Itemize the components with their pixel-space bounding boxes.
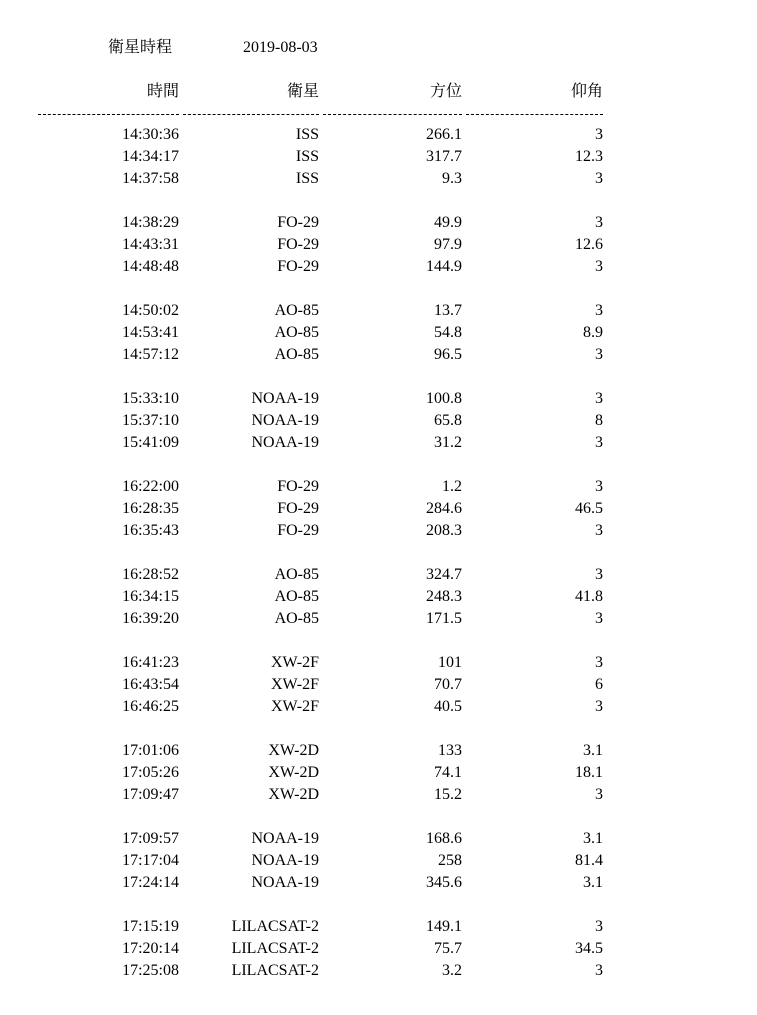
pass-group xyxy=(0,916,757,982)
cell-time: 14:37:58 xyxy=(122,170,179,187)
cell-azimuth: 133 xyxy=(438,742,462,759)
column-headers xyxy=(0,82,757,104)
cell-satellite: FO-29 xyxy=(277,478,319,495)
table-row xyxy=(0,256,757,278)
table-row xyxy=(0,696,757,718)
cell-satellite: LILACSAT-2 xyxy=(231,962,319,979)
cell-azimuth: 75.7 xyxy=(434,940,462,957)
table-row xyxy=(0,234,757,256)
cell-elevation: 12.3 xyxy=(575,148,603,165)
cell-time: 17:09:47 xyxy=(122,786,179,803)
pass-group xyxy=(0,124,757,190)
cell-time: 15:37:10 xyxy=(122,412,179,429)
cell-satellite: AO-85 xyxy=(274,588,319,605)
cell-satellite: LILACSAT-2 xyxy=(231,940,319,957)
cell-elevation: 3 xyxy=(595,566,603,583)
cell-azimuth: 149.1 xyxy=(426,918,462,935)
cell-time: 16:28:35 xyxy=(122,500,179,517)
cell-time: 17:05:26 xyxy=(122,764,179,781)
cell-satellite: XW-2D xyxy=(268,764,319,781)
cell-elevation: 3 xyxy=(595,962,603,979)
cell-azimuth: 9.3 xyxy=(442,170,462,187)
table-row xyxy=(0,564,757,586)
table-row xyxy=(0,212,757,234)
cell-elevation: 3 xyxy=(595,654,603,671)
table-row xyxy=(0,652,757,674)
cell-time: 16:41:23 xyxy=(122,654,179,671)
cell-time: 14:48:48 xyxy=(122,258,179,275)
table-row xyxy=(0,872,757,894)
pass-group xyxy=(0,212,757,278)
cell-time: 17:20:14 xyxy=(122,940,179,957)
cell-satellite: LILACSAT-2 xyxy=(231,918,319,935)
cell-azimuth: 284.6 xyxy=(426,500,462,517)
cell-elevation: 3 xyxy=(595,170,603,187)
table-row xyxy=(0,520,757,542)
cell-elevation: 12.6 xyxy=(575,236,603,253)
cell-azimuth: 54.8 xyxy=(434,324,462,341)
cell-azimuth: 168.6 xyxy=(426,830,462,847)
cell-time: 16:22:00 xyxy=(122,478,179,495)
cell-elevation: 3.1 xyxy=(583,874,603,891)
cell-azimuth: 15.2 xyxy=(434,786,462,803)
separator-elevation xyxy=(466,114,603,115)
table-row xyxy=(0,124,757,146)
cell-elevation: 41.8 xyxy=(575,588,603,605)
separator-time xyxy=(38,114,179,115)
cell-time: 14:34:17 xyxy=(122,148,179,165)
cell-time: 17:01:06 xyxy=(122,742,179,759)
table-row xyxy=(0,784,757,806)
cell-azimuth: 1.2 xyxy=(442,478,462,495)
cell-elevation: 3 xyxy=(595,390,603,407)
table-row xyxy=(0,300,757,322)
table-row xyxy=(0,762,757,784)
table-row xyxy=(0,916,757,938)
table-row xyxy=(0,828,757,850)
table-row xyxy=(0,388,757,410)
cell-elevation: 81.4 xyxy=(575,852,603,869)
cell-time: 16:28:52 xyxy=(122,566,179,583)
cell-satellite: XW-2F xyxy=(271,676,319,693)
cell-satellite: ISS xyxy=(295,126,319,143)
column-header-azimuth: 方位 xyxy=(429,83,462,100)
pass-group xyxy=(0,740,757,806)
cell-azimuth: 49.9 xyxy=(434,214,462,231)
cell-time: 14:50:02 xyxy=(122,302,179,319)
cell-elevation: 3 xyxy=(595,126,603,143)
cell-azimuth: 70.7 xyxy=(434,676,462,693)
cell-time: 16:43:54 xyxy=(122,676,179,693)
table-row xyxy=(0,960,757,982)
cell-elevation: 3 xyxy=(595,522,603,539)
table-row xyxy=(0,938,757,960)
cell-elevation: 3 xyxy=(595,346,603,363)
cell-satellite: AO-85 xyxy=(274,346,319,363)
column-header-elevation: 仰角 xyxy=(570,83,603,100)
cell-time: 16:39:20 xyxy=(122,610,179,627)
pass-table xyxy=(0,124,757,1004)
cell-elevation: 8 xyxy=(595,412,603,429)
cell-satellite: AO-85 xyxy=(274,610,319,627)
cell-elevation: 3 xyxy=(595,258,603,275)
cell-azimuth: 208.3 xyxy=(426,522,462,539)
table-row xyxy=(0,146,757,168)
cell-time: 17:09:57 xyxy=(122,830,179,847)
document-title: 衛星時程 xyxy=(108,39,173,56)
cell-time: 17:24:14 xyxy=(122,874,179,891)
table-row xyxy=(0,850,757,872)
cell-satellite: ISS xyxy=(295,170,319,187)
cell-elevation: 3 xyxy=(595,434,603,451)
cell-elevation: 8.9 xyxy=(583,324,603,341)
cell-azimuth: 31.2 xyxy=(434,434,462,451)
cell-elevation: 6 xyxy=(595,676,603,693)
cell-time: 14:53:41 xyxy=(122,324,179,341)
cell-time: 16:34:15 xyxy=(122,588,179,605)
cell-elevation: 3 xyxy=(595,214,603,231)
cell-azimuth: 171.5 xyxy=(426,610,462,627)
table-row xyxy=(0,608,757,630)
cell-satellite: FO-29 xyxy=(277,522,319,539)
cell-satellite: ISS xyxy=(295,148,319,165)
cell-azimuth: 266.1 xyxy=(426,126,462,143)
pass-group xyxy=(0,564,757,630)
separator-azimuth xyxy=(323,114,462,115)
cell-satellite: FO-29 xyxy=(277,214,319,231)
cell-elevation: 46.5 xyxy=(575,500,603,517)
table-row xyxy=(0,410,757,432)
schedule-date: 2019-08-03 xyxy=(243,39,318,56)
cell-time: 15:33:10 xyxy=(122,390,179,407)
cell-time: 14:43:31 xyxy=(122,236,179,253)
cell-azimuth: 345.6 xyxy=(426,874,462,891)
table-row xyxy=(0,674,757,696)
cell-satellite: FO-29 xyxy=(277,258,319,275)
column-header-time: 時間 xyxy=(146,83,179,100)
cell-azimuth: 65.8 xyxy=(434,412,462,429)
cell-satellite: AO-85 xyxy=(274,324,319,341)
table-row xyxy=(0,432,757,454)
cell-satellite: NOAA-19 xyxy=(251,852,319,869)
cell-azimuth: 144.9 xyxy=(426,258,462,275)
cell-elevation: 3 xyxy=(595,918,603,935)
cell-elevation: 3.1 xyxy=(583,830,603,847)
cell-elevation: 3 xyxy=(595,786,603,803)
cell-satellite: XW-2F xyxy=(271,698,319,715)
cell-satellite: AO-85 xyxy=(274,566,319,583)
cell-elevation: 3 xyxy=(595,610,603,627)
cell-time: 14:57:12 xyxy=(122,346,179,363)
cell-azimuth: 96.5 xyxy=(434,346,462,363)
table-row xyxy=(0,476,757,498)
cell-satellite: XW-2D xyxy=(268,786,319,803)
cell-time: 16:35:43 xyxy=(122,522,179,539)
cell-satellite: NOAA-19 xyxy=(251,390,319,407)
cell-elevation: 3.1 xyxy=(583,742,603,759)
pass-group xyxy=(0,388,757,454)
cell-time: 15:41:09 xyxy=(122,434,179,451)
cell-azimuth: 13.7 xyxy=(434,302,462,319)
cell-azimuth: 248.3 xyxy=(426,588,462,605)
cell-time: 17:17:04 xyxy=(122,852,179,869)
table-row xyxy=(0,586,757,608)
cell-elevation: 3 xyxy=(595,302,603,319)
cell-satellite: NOAA-19 xyxy=(251,412,319,429)
cell-azimuth: 100.8 xyxy=(426,390,462,407)
pass-group xyxy=(0,828,757,894)
table-row xyxy=(0,322,757,344)
cell-azimuth: 97.9 xyxy=(434,236,462,253)
pass-group xyxy=(0,476,757,542)
cell-satellite: AO-85 xyxy=(274,302,319,319)
pass-group xyxy=(0,300,757,366)
cell-elevation: 34.5 xyxy=(575,940,603,957)
cell-azimuth: 74.1 xyxy=(434,764,462,781)
table-row xyxy=(0,498,757,520)
cell-satellite: NOAA-19 xyxy=(251,874,319,891)
table-row xyxy=(0,740,757,762)
cell-elevation: 18.1 xyxy=(575,764,603,781)
cell-elevation: 3 xyxy=(595,478,603,495)
cell-time: 14:30:36 xyxy=(122,126,179,143)
header-separator xyxy=(0,108,757,118)
column-header-satellite: 衛星 xyxy=(286,83,319,100)
cell-satellite: NOAA-19 xyxy=(251,830,319,847)
cell-satellite: XW-2D xyxy=(268,742,319,759)
cell-azimuth: 40.5 xyxy=(434,698,462,715)
cell-time: 17:25:08 xyxy=(122,962,179,979)
cell-time: 17:15:19 xyxy=(122,918,179,935)
cell-elevation: 3 xyxy=(595,698,603,715)
pass-group xyxy=(0,652,757,718)
cell-azimuth: 3.2 xyxy=(442,962,462,979)
table-row xyxy=(0,168,757,190)
cell-azimuth: 258 xyxy=(438,852,462,869)
cell-satellite: FO-29 xyxy=(277,236,319,253)
cell-time: 14:38:29 xyxy=(122,214,179,231)
cell-azimuth: 317.7 xyxy=(426,148,462,165)
cell-time: 16:46:25 xyxy=(122,698,179,715)
cell-satellite: XW-2F xyxy=(271,654,319,671)
separator-satellite xyxy=(183,114,319,115)
cell-satellite: FO-29 xyxy=(277,500,319,517)
cell-satellite: NOAA-19 xyxy=(251,434,319,451)
cell-azimuth: 101 xyxy=(438,654,462,671)
table-row xyxy=(0,344,757,366)
cell-azimuth: 324.7 xyxy=(426,566,462,583)
